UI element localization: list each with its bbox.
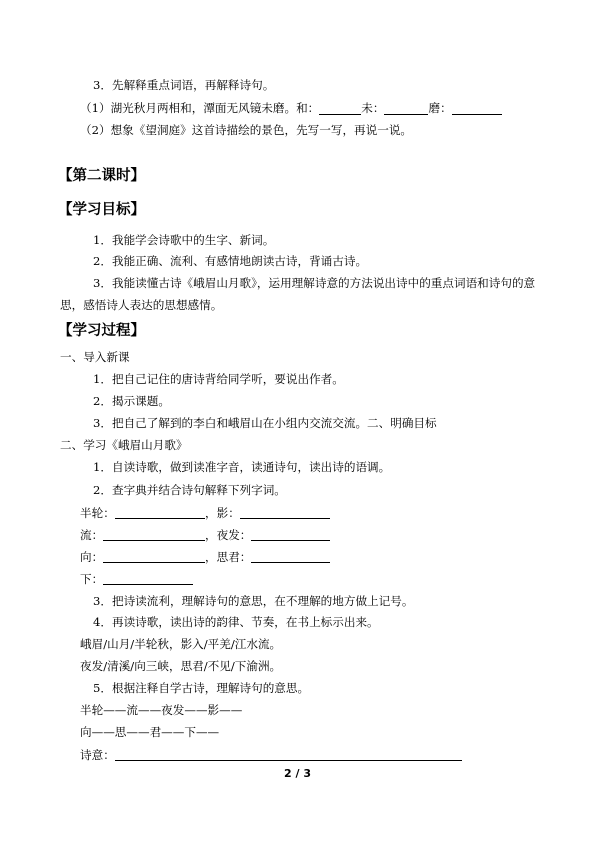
answer-blank	[240, 507, 330, 519]
section-2-step-2: 2．查字典并结合诗句解释下列字词。	[93, 483, 286, 497]
answer-blank	[384, 103, 428, 115]
section-1-step-3: 3．把自己了解到的李白和峨眉山在小组内交流交流。二、明确目标	[93, 416, 437, 430]
section-2-title: 二、学习《峨眉山月歌》	[60, 438, 188, 452]
poem-meaning-item	[80, 747, 462, 763]
keyword-line-2: 向——思——君——下——	[80, 725, 220, 739]
process-heading: 【学习过程】	[58, 322, 145, 339]
poem-meaning-label: 诗意：	[80, 748, 115, 762]
vocab-label: ，夜发：	[205, 528, 252, 542]
goal-item-2: 2．我能正确、流利、有感情地朗读古诗，背诵古诗。	[93, 254, 368, 268]
answer-blank	[319, 103, 361, 115]
vocab-label: ，影：	[205, 506, 240, 520]
answer-blank	[115, 749, 462, 761]
poem-rhythm-line-1: 峨眉/山月/半轮秋，影入/平羌/江水流。	[80, 637, 282, 651]
section-1-step-1: 1．把自己记住的唐诗背给同学听，要说出作者。	[93, 372, 344, 386]
answer-blank	[452, 103, 502, 115]
section-2-step-5: 5．根据注释自学古诗，理解诗句的意思。	[93, 681, 310, 695]
section-1-step-2: 2．揭示课题。	[93, 394, 170, 408]
section-2-step-1: 1．自读诗歌，做到读准字音，读通诗句，读出诗的语调。	[93, 460, 391, 474]
goals-heading: 【学习目标】	[58, 201, 145, 218]
goal-item-1: 1．我能学会诗歌中的生字、新词。	[93, 233, 275, 247]
answer-blank	[103, 551, 205, 563]
goal-item-3-line-1: 3．我能读懂古诗《峨眉山月歌》，运用理解诗意的方法说出诗中的重点词语和诗句的意	[93, 276, 536, 290]
vocab-item	[205, 549, 330, 565]
term-label-he: 和：	[296, 101, 320, 115]
term-label-wei: 未：	[361, 101, 385, 115]
section-2-step-3: 3．把诗读流利，理解诗句的意思，在不理解的地方做上记号。	[93, 594, 414, 608]
vocab-row	[80, 549, 330, 565]
poem-rhythm-line-2: 夜发/清溪/向三峡，思君/不见/下渝洲。	[80, 659, 282, 673]
keyword-line-1: 半轮——流——夜发——影——	[80, 703, 243, 717]
vocab-item	[205, 505, 330, 521]
section-1-title: 一、导入新课	[60, 350, 130, 364]
vocab-label: 下：	[80, 572, 104, 586]
question-1-text: （1）湖光秋月两相和，潭面无风镜未磨。	[80, 101, 297, 115]
goal-item-3-line-2: 思，感悟诗人表达的思想感情。	[60, 298, 223, 312]
vocab-row	[80, 527, 330, 543]
vocab-item	[205, 527, 330, 543]
answer-blank	[115, 507, 205, 519]
vocab-label: ，思君：	[205, 550, 252, 564]
page-number: 2 / 3	[284, 767, 311, 780]
vocab-label: 流：	[80, 528, 104, 542]
answer-blank	[251, 529, 330, 541]
answer-blank	[103, 573, 193, 585]
lesson1-question-1	[80, 100, 502, 116]
lesson1-question-2: （2）想象《望洞庭》这首诗描绘的景色，先写一写，再说一说。	[80, 123, 413, 137]
section-2-step-4: 4．再读诗歌，读出诗的韵律、节奏，在书上标示出来。	[93, 615, 379, 629]
lesson2-title: 【第二课时】	[58, 167, 145, 184]
vocab-label: 向：	[80, 550, 104, 564]
answer-blank	[251, 551, 330, 563]
vocab-item	[80, 527, 205, 543]
vocab-item	[80, 571, 193, 587]
poem-meaning-row	[80, 747, 462, 763]
vocab-item	[80, 549, 205, 565]
answer-blank	[103, 529, 205, 541]
lesson1-step-3: 3．先解释重点词语，再解释诗句。	[93, 78, 275, 92]
term-label-mo: 磨：	[428, 101, 452, 115]
vocab-label: 半轮：	[80, 506, 115, 520]
vocab-row	[80, 571, 193, 587]
vocab-item	[80, 505, 205, 521]
vocab-row	[80, 505, 330, 521]
